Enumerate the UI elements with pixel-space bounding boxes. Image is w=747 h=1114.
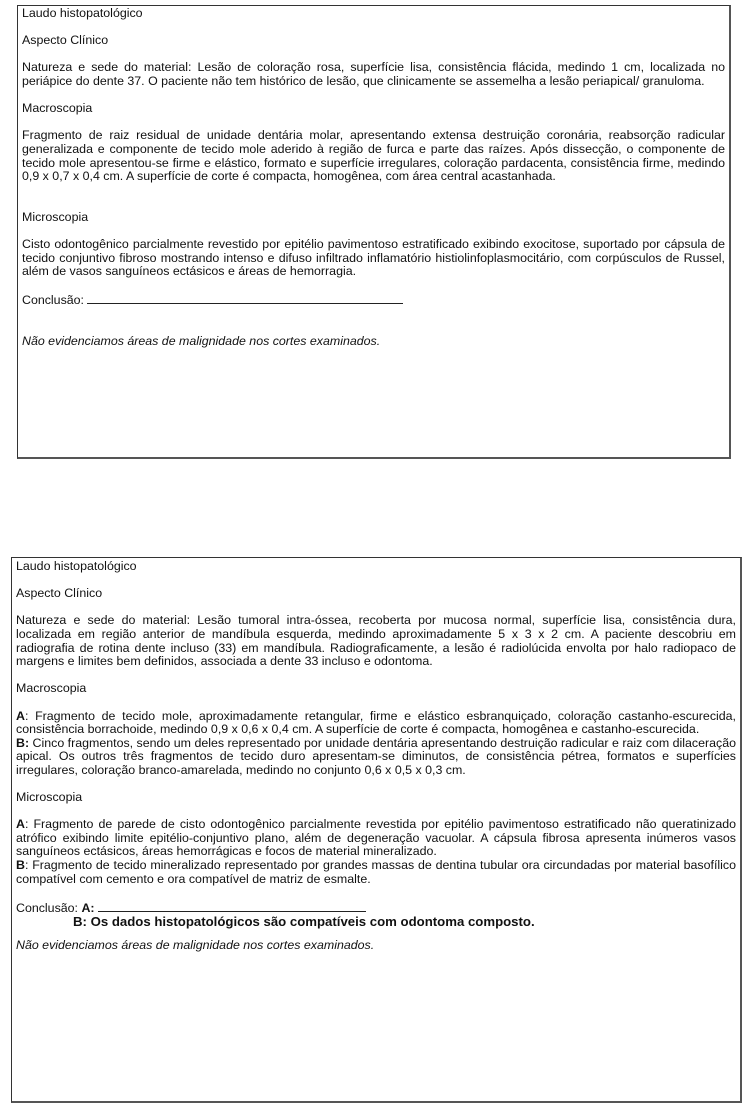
report-2-title: Laudo histopatológico [16,559,137,573]
report-2-macroscopy-item-b [16,737,736,778]
report-2-microscopy-item-b [16,859,736,886]
report-2-clinical-text: Natureza e sede do material: Lesão tumoral intra-óssea, recoberta por mucosa normal, superfície lisa, consistência dura, localizada em região anterior de mandíbula esquerda, medindo aproximadamente 5 x 3 x 2 cm. A paciente descobriu em radiografia de rotina dente incluso (33) em mandíbula. Radiograficamente, a lesão é radiolúcida envolta por halo radiopaco de margens e limites bem definidos, associada a dente 33 incluso e odontoma. [16,613,736,669]
report-2-macroscopy-heading: Macroscopia [16,681,87,696]
item-text: : Fragmento de parede de cisto odontogênico parcialmente revestida por epitélio pavimentoso estratificado não queratinizado atrófico exibindo limite epitélio-conjuntivo plano, além de degeneração vacuolar. A cápsula fibrosa apresenta inúmeros vasos sanguíneos ectásicos, áreas hemorrágicas e focos de material mineralizado. [16,817,736,859]
report-1-microscopy-heading: Microscopia [22,209,89,224]
report-2-microscopy-heading: Microscopia [16,790,83,805]
report-1-footer-note: Não evidenciamos áreas de malignidade nos cortes examinados. [22,334,381,349]
item-label: B: [16,735,30,750]
report-2-conclusion-b: B: Os dados histopatológicos são compatíveis com odontoma composto. [73,914,535,930]
report-2-clinical-heading: Aspecto Clínico [16,586,103,601]
report-1-microscopy-text: Cisto odontogênico parcialmente revestido por epitélio pavimentoso estratificado exibindo exocitose, suportado por cápsula de tecido conjuntivo fibroso mostrando intenso e difuso infiltrado inflamatório histiolinfoplasmocitário, com corpúsculos de Russel, além de vasos sanguíneos ectásicos e áreas de hemorragia. [22,237,725,279]
item-label: B [16,858,25,873]
report-2-microscopy-item-a [16,818,736,859]
report-1-conclusion-blank[interactable] [87,292,403,304]
report-2-conclusion-a-blank[interactable] [98,900,366,912]
report-1-conclusion-label: Conclusão: [22,293,84,308]
report-1-macroscopy-heading: Macroscopia [22,101,93,116]
report-1-title: Laudo histopatológico [22,6,143,20]
report-2-conclusion-a-label: A: [81,900,95,915]
report-2-macroscopy-item-a [16,710,736,737]
report-1-clinical-text: Natureza e sede do material: Lesão de coloração rosa, superfície lisa, consistência flácida, medindo 1 cm, localizada no periápice do dente 37. O paciente não tem histórico de lesão, que clinicamente se assemelha a lesão periapical/ granuloma. [22,60,725,88]
item-text: : Fragmento de tecido mole, aproximadamente retangular, firme e elástico esbranquiçado, coloração castanho-escurecida, consistência borrachoide, medindo 0,9 x 0,6 x 0,4 cm. A superfície de corte é compacta, homogênea e castanho-escurecida. [16,708,736,737]
item-label: A [16,708,25,723]
report-2-conclusion-label: Conclusão: [16,900,78,915]
report-2 [11,557,742,1103]
report-2-footer-note: Não evidenciamos áreas de malignidade nos cortes examinados. [16,938,375,953]
report-2-conclusion [16,900,736,916]
item-label: A [16,817,25,832]
report-1 [17,5,731,459]
report-1-macroscopy-text: Fragmento de raiz residual de unidade dentária molar, apresentando extensa destruição coronária, reabsorção radicular generalizada e componente de tecido mole aderido à região de furca e parte das raízes. Após dissecção, o componente de tecido mole apresentou-se firme e elástico, formato e superfície irregulares, coloração pardacenta, consistência firme, medindo 0,9 x 0,7 x 0,4 cm. A superfície de corte é compacta, homogênea, com área central acastanhada. [22,128,725,184]
item-text: : Fragmento de tecido mineralizado representado por grandes massas de dentina tubular ora circundadas por material basofílico compatível com cemento e ora compatível de matriz de esmalte. [16,858,736,886]
item-text: Cinco fragmentos, sendo um deles representado por unidade dentária apresentando destruição radicular e raiz com dilaceração apical. Os outros três fragmentos de tecido duro apresentam-se diminutos, de consistência pétrea, formatos e superfícies irregulares, coloração branco-amarelada, medindo no conjunto 0,6 x 0,5 x 0,3 cm. [16,735,736,777]
report-1-clinical-heading: Aspecto Clínico [22,33,109,48]
report-1-conclusion [22,292,725,308]
